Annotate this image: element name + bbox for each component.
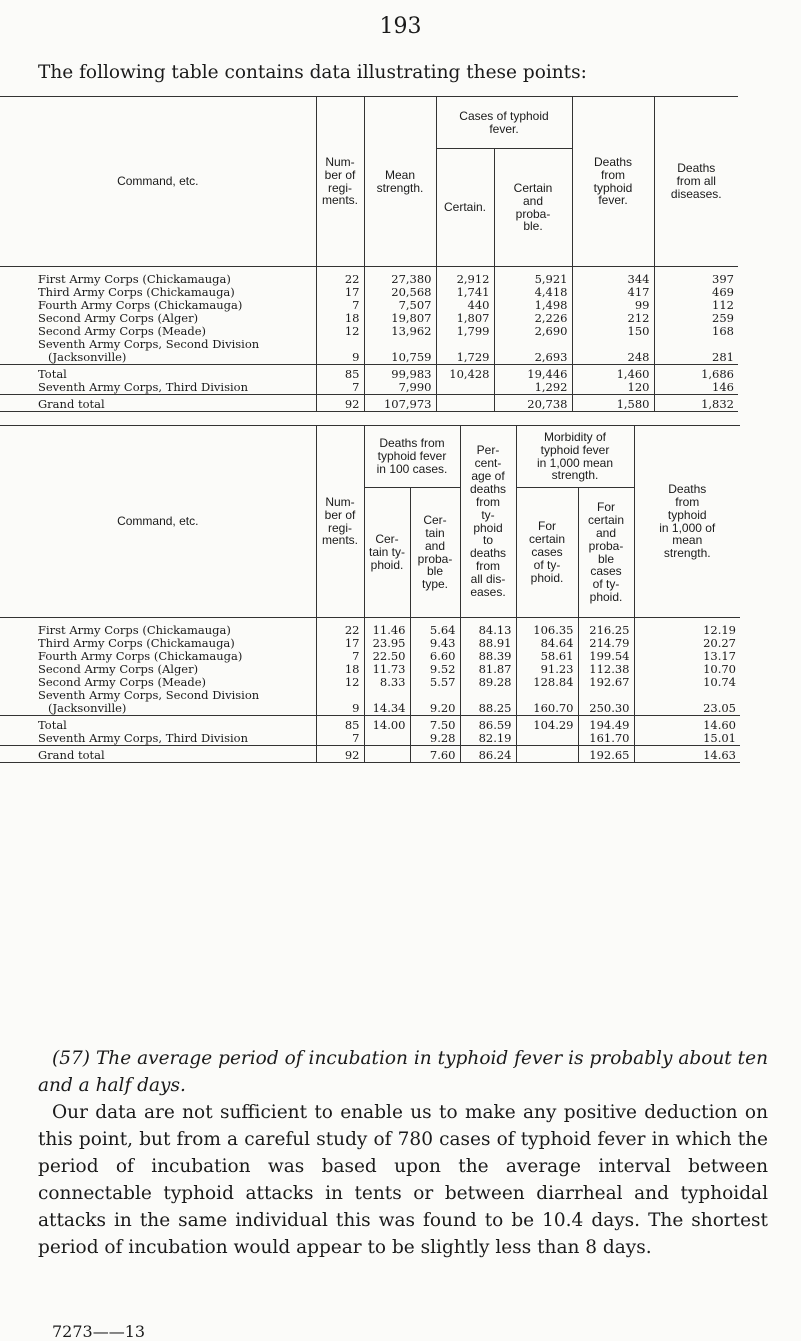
table-row: (Jacksonville) 9 10,759 1,729 2,693 248 281 xyxy=(0,351,738,365)
table-row-total: Total 85 14.00 7.50 86.59 104.29 194.49 14.60 xyxy=(0,716,740,733)
header-morbidity-certain: For certain cases of ty- phoid. xyxy=(516,488,578,618)
header-mean-strength: Mean strength. xyxy=(364,97,436,267)
header-deaths-group: Deaths from typhoid fever in 100 cases. xyxy=(364,426,460,488)
table-row: Fourth Army Corps (Chickamauga) 7 7,507 440 1,498 99 112 xyxy=(0,299,738,312)
table-row: Second Army Corps (Meade) 12 13,962 1,799 2,690 150 168 xyxy=(0,325,738,338)
table-row: Second Army Corps (Alger) 18 19,807 1,807 2,226 212 259 xyxy=(0,312,738,325)
header-deaths-all: Deaths from all diseases. xyxy=(654,97,738,267)
header-regiments: Num- ber of regi- ments. xyxy=(316,97,364,267)
signature-footer: 7273——13 xyxy=(52,1322,146,1341)
table-typhoid-cases xyxy=(0,96,738,412)
header-morbidity-group: Morbidity of typhoid fever in 1,000 mean strength. xyxy=(516,426,634,488)
table-row: Fourth Army Corps (Chickamauga) 7 22.50 6.60 88.39 58.61 199.54 13.17 xyxy=(0,650,740,663)
table-row: Seventh Army Corps, Second Division xyxy=(0,338,738,351)
table-row: Seventh Army Corps, Third Division 7 9.28 82.19 161.70 15.01 xyxy=(0,732,740,746)
table-row: First Army Corps (Chickamauga) 22 11.46 5.64 84.13 106.35 216.25 12.19 xyxy=(0,624,740,637)
page-number: 193 xyxy=(379,14,422,39)
header-certain: Certain. xyxy=(436,149,494,267)
section-body: Our data are not sufficient to enable us to make any positive deduction on this point, but from a careful study of 780 cases of typhoid fever in which the period of incubation was based upon the average interval between connectable typhoid attacks in tents or between diarrheal and typhoidal attacks in the same individual this was found to be 10.4 days. The shortest period of incubation would appear to be slightly less than 8 days. xyxy=(38,1102,768,1258)
table-row: Third Army Corps (Chickamauga) 17 20,568 1,741 4,418 417 469 xyxy=(0,286,738,299)
table-row: Second Army Corps (Meade) 12 8.33 5.57 89.28 128.84 192.67 10.74 xyxy=(0,676,740,689)
header-certain-typhoid: Cer- tain ty- phoid. xyxy=(364,488,410,618)
table-row: Second Army Corps (Alger) 18 11.73 9.52 81.87 91.23 112.38 10.70 xyxy=(0,663,740,676)
intro-text: The following table contains data illustrating these points: xyxy=(38,62,587,83)
header-morbidity-probable: For certain and proba- ble cases of ty- phoid. xyxy=(578,488,634,618)
header-command: Command, etc. xyxy=(0,426,316,618)
header-regiments: Num- ber of regi- ments. xyxy=(316,426,364,618)
section-text xyxy=(38,1045,768,1261)
table-typhoid-rates xyxy=(0,425,740,763)
header-deaths-per-1000: Deaths from typhoid in 1,000 of mean strength. xyxy=(634,426,740,618)
header-cases-group: Cases of typhoid fever. xyxy=(436,97,572,149)
table-row: (Jacksonville) 9 14.34 9.20 88.25 160.70 250.30 23.05 xyxy=(0,702,740,716)
table-row: First Army Corps (Chickamauga) 22 27,380 2,912 5,921 344 397 xyxy=(0,273,738,286)
header-certain-probable: Certain and proba- ble. xyxy=(494,149,572,267)
table-row-grand-total: Grand total 92 7.60 86.24 192.65 14.63 xyxy=(0,746,740,763)
header-deaths-typhoid: Deaths from typhoid fever. xyxy=(572,97,654,267)
header-command: Command, etc. xyxy=(0,97,316,267)
table-row-total: Total 85 99,983 10,428 19,446 1,460 1,686 xyxy=(0,365,738,382)
table-row-grand-total: Grand total 92 107,973 20,738 1,580 1,832 xyxy=(0,395,738,412)
table-row: Seventh Army Corps, Third Division 7 7,990 1,292 120 146 xyxy=(0,381,738,395)
header-certain-probable: Cer- tain and proba- ble type. xyxy=(410,488,460,618)
table-row: Third Army Corps (Chickamauga) 17 23.95 9.43 88.91 84.64 214.79 20.27 xyxy=(0,637,740,650)
section-heading: (57) The average period of incubation in typhoid fever is probably about ten and a half days. xyxy=(38,1048,768,1096)
header-percentage: Per- cent- age of deaths from ty- phoid to deaths from all dis- eases. xyxy=(460,426,516,618)
table-row: Seventh Army Corps, Second Division xyxy=(0,689,740,702)
